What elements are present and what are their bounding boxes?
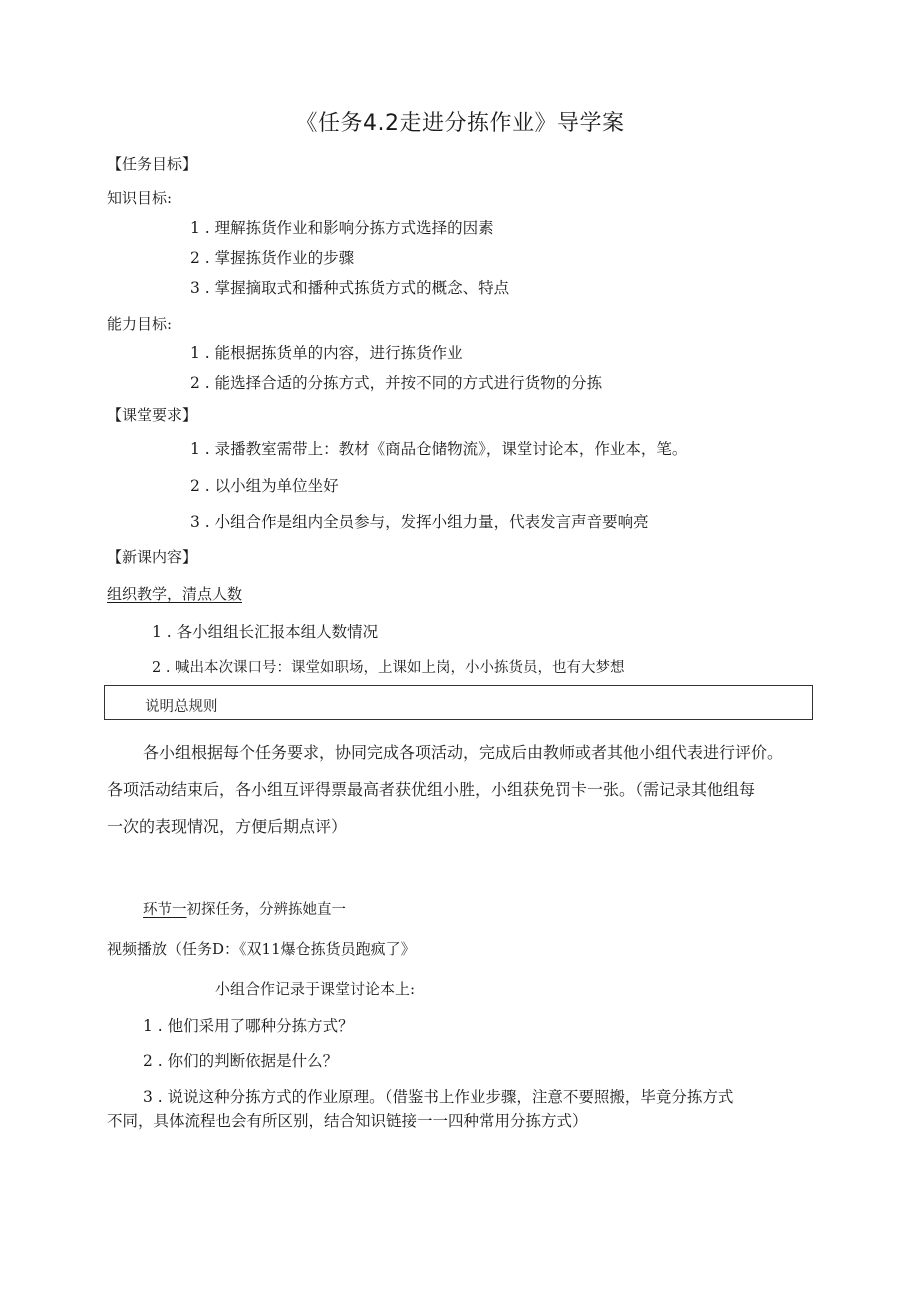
new-content-heading: 【新课内容】: [107, 548, 198, 566]
rules-box: [104, 685, 813, 720]
ability-item: 2 . 能选择合适的分拣方式，并按不同的方式进行货物的分拣: [190, 374, 603, 392]
class-item: 3 . 小组合作是组内全员参与，发挥小组力量，代表发言声音要响亮: [190, 513, 649, 531]
video-line: 视频播放（任务D：《双11爆仓拣货员跑疯了》: [107, 940, 416, 958]
class-heading: 【课堂要求】: [107, 406, 198, 424]
ability-label: 能力目标:: [107, 315, 173, 333]
rules-paragraph-line: 各小组根据每个任务要求，协同完成各项活动，完成后由教师或者其他小组代表进行评价。: [143, 743, 784, 762]
knowledge-item: 2 . 掌握拣货作业的步骤: [190, 249, 355, 267]
rules-box-label: 说明总规则: [145, 699, 218, 715]
page-title: 《任务4.2走进分拣作业》导学案: [295, 111, 625, 136]
rules-paragraph-line: 一次的表现情况，方便后期点评）: [107, 817, 348, 836]
stage-one-label: 环节一: [143, 902, 187, 918]
organize-label: 组织教学，清点人数: [107, 585, 243, 603]
class-item: 1 . 录播教室需带上：教材《商品仓储物流》，课堂讨论本，作业本，笔。: [190, 440, 688, 458]
stage-one-text: 初探任务，分辨拣她直一: [186, 902, 346, 918]
goals-heading: 【任务目标】: [107, 155, 198, 173]
organize-item: 2 . 喊出本次课口号：课堂如职场，上课如上岗，小小拣货员，也有大梦想: [152, 660, 625, 676]
class-item: 2 . 以小组为单位坐好: [190, 477, 339, 495]
question-item-continued: 不同，具体流程也会有所区别，结合知识链接一一四种常用分拣方式）: [107, 1112, 588, 1130]
knowledge-item: 1 . 理解拣货作业和影响分拣方式选择的因素: [190, 219, 494, 237]
question-item: 1 . 他们采用了哪种分拣方式？: [143, 1017, 354, 1035]
question-item: 2 . 你们的判断依据是什么？: [143, 1052, 339, 1070]
ability-item: 1 . 能根据拣货单的内容，进行拣货作业: [190, 344, 463, 362]
stage-one-line: [143, 898, 346, 919]
rules-paragraph-line: 各项活动结束后，各小组互评得票最高者获优组小胜，小组获免罚卡一张。（需记录其他组每: [107, 780, 756, 799]
knowledge-label: 知识目标:: [107, 189, 173, 207]
organize-item: 1 . 各小组组长汇报本组人数情况: [152, 623, 379, 641]
coop-line: 小组合作记录于课堂讨论本上:: [215, 980, 416, 998]
knowledge-item: 3 . 掌握摘取式和播种式拣货方式的概念、特点: [190, 279, 510, 297]
question-item: 3 . 说说这种分拣方式的作业原理。（借鉴书上作业步骤，注意不要照搬，毕竟分拣方式: [143, 1088, 734, 1106]
